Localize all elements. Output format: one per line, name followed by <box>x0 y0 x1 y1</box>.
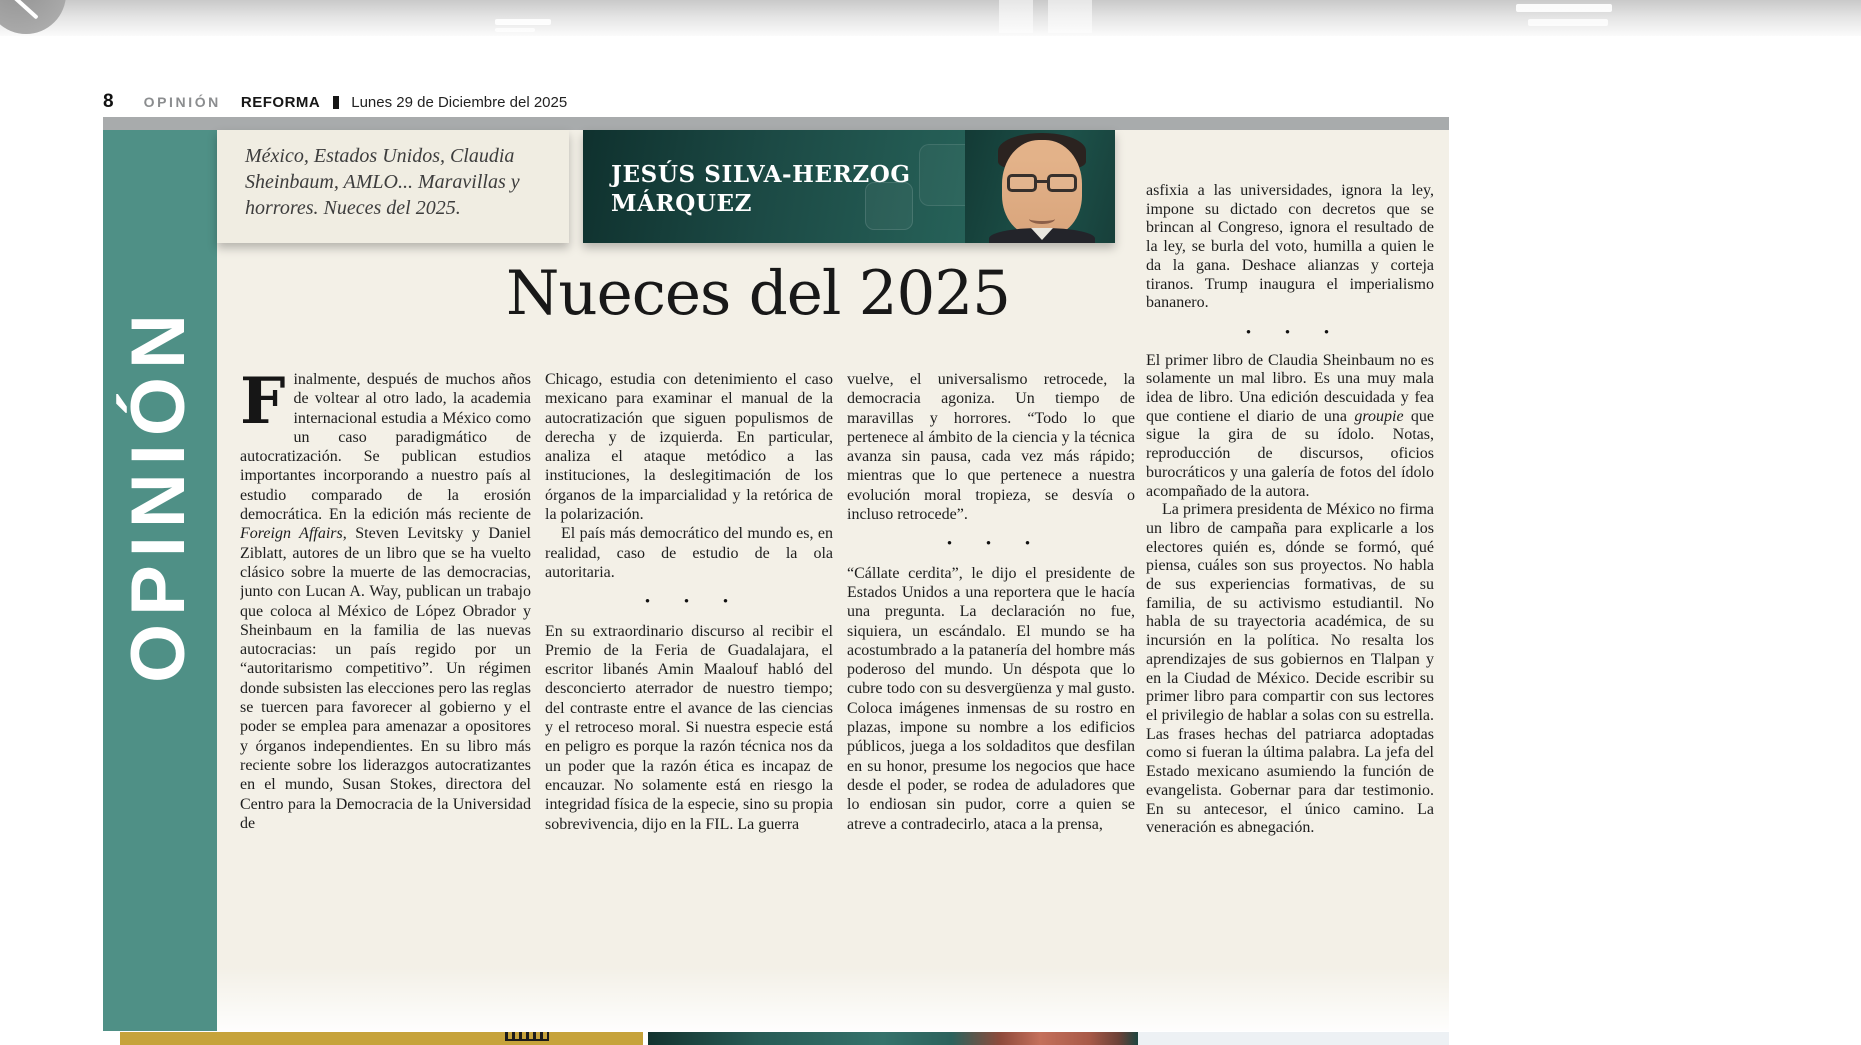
section-separator-dots: • • • <box>1245 324 1345 341</box>
columnist-name-line2: MÁRQUEZ <box>611 190 753 217</box>
article-paragraph: Finalmente, después de muchos años de voltear al otro lado, la academia internacional estudia a México como un caso paradigmático de autocratización. Se publican estudios importantes incorporando a nuestro país al estudio comparado de la erosión democrática. En la edición más reciente de Foreign Affairs, Steven Levitsky y Daniel Ziblatt, autores de un libro que se ha vuelto clásico sobre la muerte de las democracias, junto con Lucan A. Way, publican un trabajo que coloca al México de López Obrador y Sheinbaum en la familia de las nuevas autocracias: un país regido por un “autoritarismo competitivo”. Un régimen donde subsisten las elecciones pero las reglas se tuercen para favorecer al gobierno y el poder se emplea para amenazar a opositores y órganos independientes. En su libro más reciente sobre los liderazgos autocratizantes en el mundo, Susan Stokes, directora del Centro para la Democracia de la Universidad de <box>240 370 531 832</box>
teaser-text: México, Estados Unidos, Claudia Sheinbaum, AMLO... Maravillas y horrores. Nueces del 2025. <box>245 145 520 219</box>
opinion-section-sidebar <box>103 130 217 1031</box>
back-arrow-icon <box>9 0 38 20</box>
chrome-tab-remnant <box>495 28 535 32</box>
section-label: OPINIÓN <box>143 94 221 110</box>
glasses-bridge <box>1036 180 1048 183</box>
article-paragraph: El país más democrático del mundo es, en realidad, caso de estudio de la ola autoritaria. <box>545 525 833 581</box>
chrome-tab-remnant <box>495 19 551 25</box>
barcode-icon <box>505 1032 549 1041</box>
section-separator-dots: • • • <box>946 536 1046 553</box>
section-separator-dots: • • • <box>644 594 744 611</box>
chrome-menu-lines <box>1516 4 1612 12</box>
page-bottom-fade <box>217 967 1449 1031</box>
chrome-divider <box>999 0 1033 33</box>
page-number: 8 <box>103 91 114 112</box>
article-paragraph: El primer libro de Claudia Sheinbaum no es solamente un mal libro. Es una muy mala idea de libro. Una edición descuidada y fea que contiene el diario de una groupie que sigue la gira de su ídolo. Notas, reproducción de discursos, oficios burocráticos y una galería de fotos del ídolo acompañado de la autora. <box>1146 351 1434 500</box>
article-paragraph: La primera presidenta de México no firma un libro de campaña para explicarle a los electores quién es, dónde se formó, qué piensa, cuáles son sus proyectos. No habla de sus experiencias formativas, de su familia, de su activismo estudiantil. No habla de su trayectoria académica, de su incursión en la política. No resalta los aprendizajes de sus gobiernos en Tlalpan y en la Ciudad de México. Decide escribir su primer libro para compartir con sus lectores el privilegio de hablar a solas con su estrella. Las frases hechas del patriarca adoptadas como si fueran la última palabra. La jefa del Estado mexicano asumiendo la función de evangelista. Gobernar para dar testimonio. En su antecesor, el único camino. La veneración es abnegación. <box>1146 501 1434 837</box>
article-paragraph: “Cállate cerdita”, le dijo el presidente de Estados Unidos a una reportera que le hacía una pregunta. La declaración no fue, siquiera, un escándalo. El mundo se ha acostumbrado a la patanería del hombre más poderoso del mundo. Un déspota que lo cubre todo con su desvergüenza y mal gusto. Coloca imágenes inmensas de su rostro en plazas, impone su nombre a los edificios públicos, juega a los soldaditos que desfilan en su honor, presume los negocios que hace desde el poder, se rodea de aduladores que lo endiosan sin pudor, corre a quien se atreve a contradecirlo, ataca a la prensa, <box>847 564 1135 833</box>
chrome-menu-lines <box>1528 19 1608 26</box>
page-folio-header <box>103 90 1449 114</box>
article-column-1 <box>240 370 531 842</box>
header-rule <box>103 117 1449 130</box>
article-column-2 <box>545 370 833 842</box>
newspaper-page <box>103 130 1449 1031</box>
newspaper-brand: REFORMA <box>240 93 321 111</box>
next-row-photo-edge <box>648 1032 1138 1045</box>
glasses-icon <box>1047 174 1077 192</box>
columnist-name-line1: JESÚS SILVA-HERZOG <box>611 161 911 188</box>
article-paragraph: En su extraordinario discurso al recibir el Premio de la Feria de Guadalajara, el escritor libanés Amin Maalouf habló del desconcierto aterrador de nuestro tiempo; del contraste entre el avance de las ciencias y el retroceso moral. Si nuestra especie está en peligro es porque la razón técnica nos da un poder que la razón ética es incapaz de encauzar. No solamente está en riesgo la integridad física de la especie, sino su propia sobrevivencia, dijo en la FIL. La guerra <box>545 622 833 833</box>
viewer-chrome-bar <box>0 0 1861 36</box>
next-row-light-edge <box>1138 1032 1449 1045</box>
article-paragraph: asfixia a las universidades, ignora la ley, impone su dictado con decretos que se brincan al Congreso, ignora el resultado de la ley, se burla del voto, humilla a quien le da la gana. Deshace alianzas y corteja tiranos. Trump inaugura el imperialismo bananero. <box>1146 182 1434 312</box>
sidebar-vertical-label: OPINIÓN <box>116 306 201 683</box>
article-column-4 <box>1146 182 1434 844</box>
article-teaser-box <box>217 130 569 243</box>
portrait-smile <box>1029 214 1055 224</box>
columnist-portrait <box>965 130 1115 243</box>
article-column-3 <box>847 370 1135 842</box>
article-paragraph: vuelve, el universalismo retrocede, la democracia agoniza. Un tiempo de maravillas y horrores. “Todo lo que pertenece al ámbito de la ciencia y la técnica avanza sin pausa, cada vez más rápido; mientras que lo que pertenece a nuestra evolución moral tropieza, se desvía o incluso retrocede”. <box>847 371 1135 524</box>
next-row-gold-ad-edge <box>120 1032 643 1045</box>
columnist-banner <box>583 130 1115 243</box>
folio-separator-bar <box>333 96 339 109</box>
viewer-back-button[interactable] <box>0 0 66 34</box>
article-title: Nueces del 2025 <box>505 258 1010 329</box>
chrome-divider <box>1048 0 1092 33</box>
glasses-icon <box>1007 174 1037 192</box>
drop-cap: F <box>240 370 286 439</box>
columnist-name <box>611 160 911 218</box>
article-paragraph: Chicago, estudia con detenimiento el caso mexicano para examinar el manual de la autocratización que siguen populismos de derecha y de izquierda. En particular, analiza el ataque metódico a las instituciones, la deslegitimación de los órganos de la imparcialidad y la retórica de la polarización. <box>545 371 833 524</box>
edition-date: Lunes 29 de Diciembre del 2025 <box>351 93 568 111</box>
